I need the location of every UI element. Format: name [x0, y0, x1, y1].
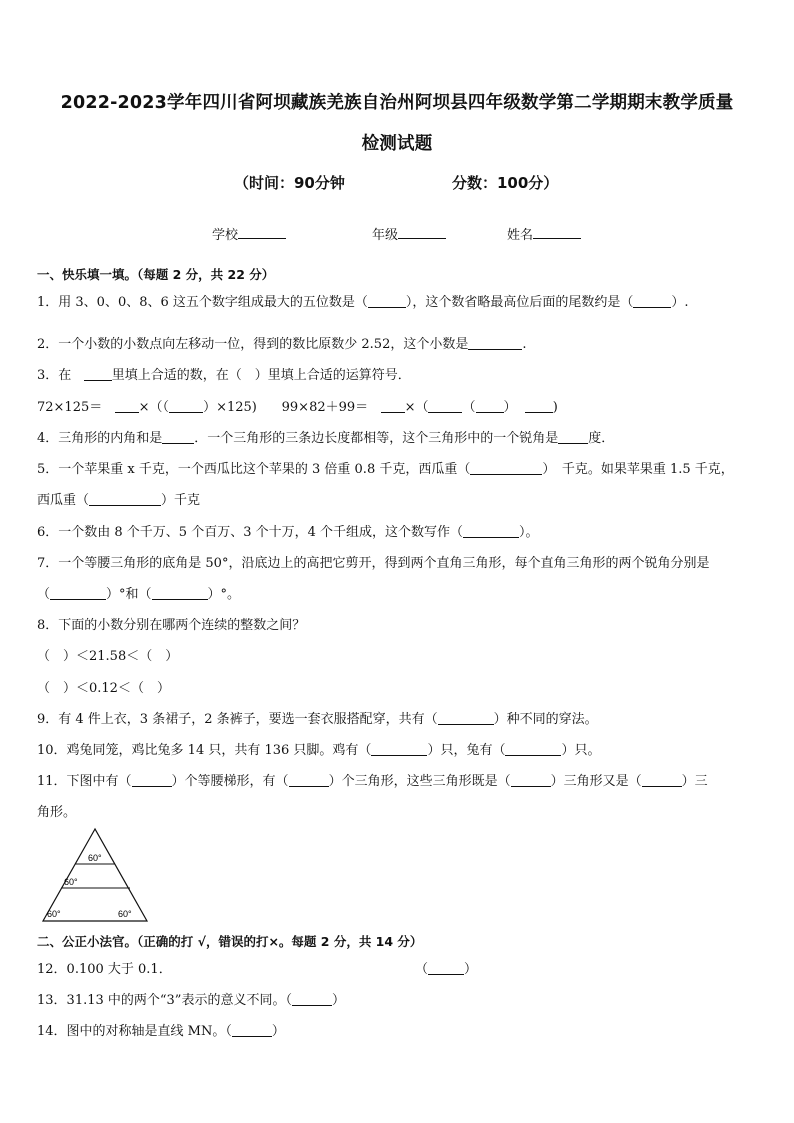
answer-blank[interactable] [642, 774, 682, 787]
section1-heading: 一、快乐填一填。（每题 2 分，共 22 分） [37, 267, 275, 282]
grade-field[interactable] [372, 224, 446, 243]
name-blank[interactable] [533, 226, 581, 239]
answer-blank[interactable] [470, 462, 542, 475]
question-11: 11．下图中有（ ）个等腰梯形，有（ ）个三角形，这些三角形既是（ ）三角形又是（ ）三 [37, 774, 708, 789]
answer-blank[interactable] [132, 774, 172, 787]
section2-heading: 二、公正小法官。（正确的打 √，错误的打×。每题 2 分，共 14 分） [37, 934, 423, 949]
answer-blank[interactable] [505, 743, 561, 756]
exam-time: （时间：90分钟 [234, 174, 345, 192]
question-13: 13．31.13 中的两个“3”表示的意义不同。（ ） [37, 993, 345, 1008]
answer-blank[interactable] [152, 587, 208, 600]
answer-blank[interactable] [633, 295, 671, 308]
answer-blank[interactable] [476, 400, 504, 413]
grade-blank[interactable] [398, 226, 446, 239]
question-3-expressions: 72×125＝ ×（（ ）×125) 99×82＋99＝ ×（ （ ） ) [37, 400, 558, 415]
answer-blank[interactable] [89, 493, 161, 506]
school-field[interactable] [212, 224, 286, 243]
answer-blank[interactable] [169, 400, 203, 413]
triangle-figure [40, 826, 152, 924]
question-8a: （ ）＜21.58＜（ ） [37, 649, 179, 664]
question-3: 3．在 里填上合适的数，在（ ）里填上合适的运算符号． [37, 368, 411, 383]
answer-blank[interactable] [463, 525, 519, 538]
answer-blank[interactable] [232, 1024, 272, 1037]
question-4: 4．三角形的内角和是 ．一个三角形的三条边长度都相等，这个三角形中的一个锐角是 度． [37, 431, 615, 446]
answer-blank[interactable] [84, 368, 112, 381]
answer-blank[interactable] [162, 431, 194, 444]
angle-label: 60° [118, 909, 132, 919]
grade-label: 年级 [372, 228, 399, 243]
question-6: 6．一个数由 8 个千万、5 个百万、3 个十万，4 个千组成，这个数写作（ ）。 [37, 525, 539, 540]
answer-blank[interactable] [289, 774, 329, 787]
angle-label: 60° [64, 877, 78, 887]
answer-blank[interactable] [115, 400, 139, 413]
question-5-cont: 西瓜重（ ）千克 [37, 493, 201, 508]
answer-blank[interactable] [525, 400, 553, 413]
question-5: 5．一个苹果重 x 千克，一个西瓜比这个苹果的 3 倍重 0.8 千克，西瓜重（ ） 千克。如果苹果重 1.5 千克， [37, 462, 734, 477]
answer-blank[interactable] [511, 774, 551, 787]
answer-blank[interactable] [368, 295, 406, 308]
question-8: 8．下面的小数分别在哪两个连续的整数之间？ [37, 618, 306, 633]
school-label: 学校 [212, 228, 239, 243]
school-blank[interactable] [238, 226, 286, 239]
doc-title-line1: 2022-2023学年四川省阿坝藏族羌族自治州阿坝县四年级数学第二学期期末教学质量 [60, 93, 734, 113]
answer-blank[interactable] [438, 712, 494, 725]
outer-triangle [43, 829, 147, 921]
answer-blank[interactable] [558, 431, 588, 444]
answer-blank[interactable] [50, 587, 106, 600]
answer-blank[interactable] [371, 743, 427, 756]
answer-blank[interactable] [428, 400, 462, 413]
question-8b: （ ）＜0.12＜（ ） [37, 681, 170, 696]
answer-blank[interactable] [292, 993, 332, 1006]
answer-blank[interactable] [381, 400, 405, 413]
answer-blank[interactable] [468, 337, 522, 350]
question-11-cont: 角形。 [37, 805, 77, 820]
question-9: 9．有 4 件上衣，3 条裙子，2 条裤子，要选一套衣服搭配穿，共有（ ）种不同的穿法。 [37, 712, 598, 727]
answer-blank[interactable] [428, 962, 464, 975]
name-field[interactable] [507, 224, 581, 243]
question-12: 12．0.100 大于 0.1． [37, 962, 172, 977]
question-7-cont: （ ）°和（ ）°。 [37, 587, 241, 602]
doc-title-line2: 检测试题 [361, 134, 433, 154]
question-14: 14．图中的对称轴是直线 MN。（ ） [37, 1024, 285, 1039]
question-12-answer: （ ） [415, 962, 478, 977]
question-2: 2．一个小数的小数点向左移动一位，得到的数比原数少 2.52，这个小数是 . [37, 337, 527, 352]
exam-score: 分数：100分） [452, 174, 559, 192]
question-10: 10．鸡兔同笼，鸡比兔多 14 只，共有 136 只脚。鸡有（ ）只，兔有（ ）只。 [37, 743, 601, 758]
question-1: 1．用 3、0、0、8、6 这五个数字组成最大的五位数是（ ），这个数省略最高位后面的尾数约是（ ）. [37, 295, 689, 310]
name-label: 姓名 [507, 228, 534, 243]
question-7: 7．一个等腰三角形的底角是 50°，沿底边上的高把它剪开，得到两个直角三角形，每个直角三角形的两个锐角分别是 [37, 556, 710, 571]
angle-label: 60° [47, 909, 61, 919]
angle-label: 60° [88, 853, 102, 863]
